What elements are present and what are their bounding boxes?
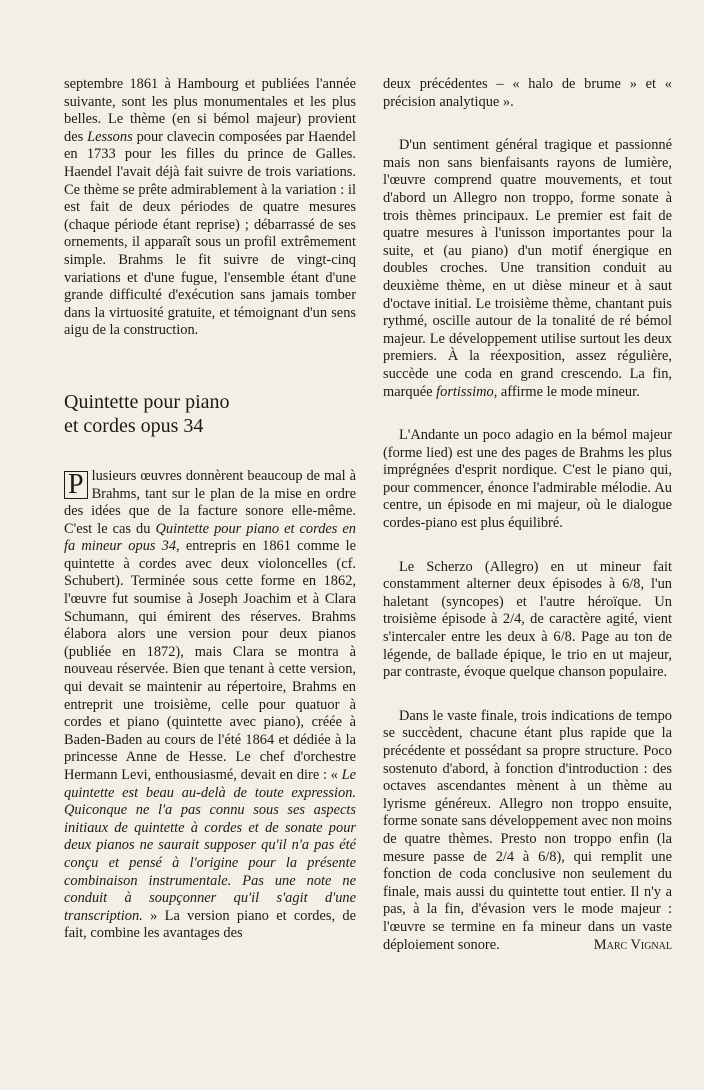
heading-line-1: Quintette pour piano	[64, 390, 230, 413]
text-run: » La version piano et cordes, de fait, combine les avantages des	[64, 907, 356, 942]
text-run: septembre 1861 à Hambourg et publiées l'année suivante, sont les plus monumentales et les plus belles. Le thème (en si bémol majeur) provient des	[64, 76, 356, 145]
spacer	[64, 340, 356, 390]
right-column	[383, 76, 672, 955]
right-paragraph-1: deux précédentes – « halo de brume » et « précision analytique ».	[383, 76, 672, 110]
spacer	[383, 111, 672, 137]
text-run: pour clavecin composées par Haendel en 1733 pour les filles du prince de Galles. Haendel l'avait déjà fait suivre de trois variations. Ce thème se prête admirablement à la variation : il est fait de deux périodes de quatre mesures (chaque période étant reprise) ; débarrassé de ses ornements, il apparaît sous un profil extrêmement simple. Brahms le fit suivre de vingt-cinq variations et d'une fugue, l'ensemble étant d'une grande difficulté d'exécution sans jamais tomber dans la virtuosité gratuite, et témoignant d'un sens aigu de la construction.	[64, 128, 356, 339]
right-paragraph-2	[383, 137, 672, 401]
spacer	[64, 438, 356, 468]
right-paragraph-3: L'Andante un poco adagio en la bémol majeur (forme lied) est une des pages de Brahms les plus imprégnées d'esprit nordique. C'est le piano qui, pour commencer, énonce l'admirable mélodie. Au centre, un épisode en mi majeur, où le dialogue cordes-piano est plus équilibré.	[383, 427, 672, 532]
left-paragraph-2	[64, 468, 356, 943]
spacer	[383, 401, 672, 427]
italic-title: Lessons	[87, 128, 133, 145]
italic-title: Quintette pour piano et cordes en fa mineur opus 34,	[64, 520, 356, 555]
right-paragraph-4: Le Scherzo (Allegro) en ut mineur fait constamment alterner deux épisodes à 6/8, l'un haletant (syncopes) et l'autre héroïque. Un troisième épisode à 2/4, de caractère agité, vient s'intercaler entre les deux à 6/8. Page au ton de légende, de ballade épique, le trio en ut majeur, par contraste, évoque quelque chanson populaire.	[383, 558, 672, 681]
section-heading	[64, 390, 356, 438]
spacer	[383, 682, 672, 708]
left-column	[64, 76, 356, 943]
text-run: entrepris en 1861 comme le quintette à cordes avec deux violoncelles (cf. Schubert). Terminée sous cette forme en 1862, l'œuvre fut soumise à Joseph Joachim et à Clara Schumann, qui émirent des réserves. Brahms élabora alors une version pour deux pianos (publiée en 1872), mais Clara se montra à nouveau réservée. Bien que tenant à cette version, qui devait se maintenir au répertoire, Brahms en entreprit une troisième, celle pour quatuor à cordes et piano (quintette avec piano), créée à Baden-Baden au cours de l'été 1864 et dédiée à la princesse Anne de Hesse. Le chef d'orchestre Hermann Levi, enthousiasmé, devait en dire : «	[64, 538, 356, 783]
drop-cap: P	[64, 471, 88, 499]
italic-quote: Le quintette est beau au-delà de toute expression. Quiconque ne l'a pas connu sous ses aspects initiaux de quintette à cordes et de sonate pour deux pianos ne saurait supposer qu'il n'a pas été conçu et pensé à l'origine pour la présente combinaison instrumentale. Pas une note ne conduit à soupçonner qu'il s'agit d'une transcription.	[64, 767, 356, 924]
heading-line-2: et cordes opus 34	[64, 414, 204, 437]
author-signature: Marc Vignal	[593, 937, 672, 954]
right-paragraph-5: Dans le vaste finale, trois indications de tempo se succèdent, chacune étant plus rapide que la précédente et possédant sa propre structure. Poco sostenuto d'abord, à fonction d'introduction : des octaves ascendantes mènent à un thème au lyrisme généreux. Allegro non troppo ensuite, forme sonate sans développement avec non moins de quatre thèmes. Presto non troppo enfin (la mesure passe de 2/4 à 6/8), qui remplit une fonction de coda conclusive non seulement du finale, mais aussi du quintette tout entier. Il n'y a pas, à la fin, d'évasion vers le mode majeur : l'œuvre se termine en fa mineur dans un vaste déploiement sonore.	[383, 707, 672, 953]
spacer	[383, 533, 672, 559]
text-run: D'un sentiment général tragique et passionné mais non sans bienfaisants rayons de lumière, l'œuvre comprend quatre mouvements, et tout d'abord un Allegro non troppo, forme sonate à trois thèmes principaux. Le premier est fait de quatre mesures à l'unisson importantes pour la suite, et (au piano) d'un motif énergique en doubles croches. Une transition conduit au deuxième thème, en ut dièse mineur et à saut d'octave initial. Le troisième thème, chantant puis rythmé, oscille autour de la tonalité de ré bémol majeur. Le développement utilise surtout les deux premiers. À la réexposition, assez régulière, succède une coda en grand crescendo. La fin, marquée	[383, 137, 672, 400]
text-run: affirme le mode mineur.	[497, 383, 640, 400]
italic-term: fortissimo,	[436, 383, 498, 400]
text-run: lusieurs œuvres donnèrent beaucoup de mal à Brahms, tant sur le plan de la mise en ordre des idées que de la facture sonore elle-même. C'est le cas du	[64, 467, 356, 537]
left-paragraph-1	[64, 76, 356, 340]
